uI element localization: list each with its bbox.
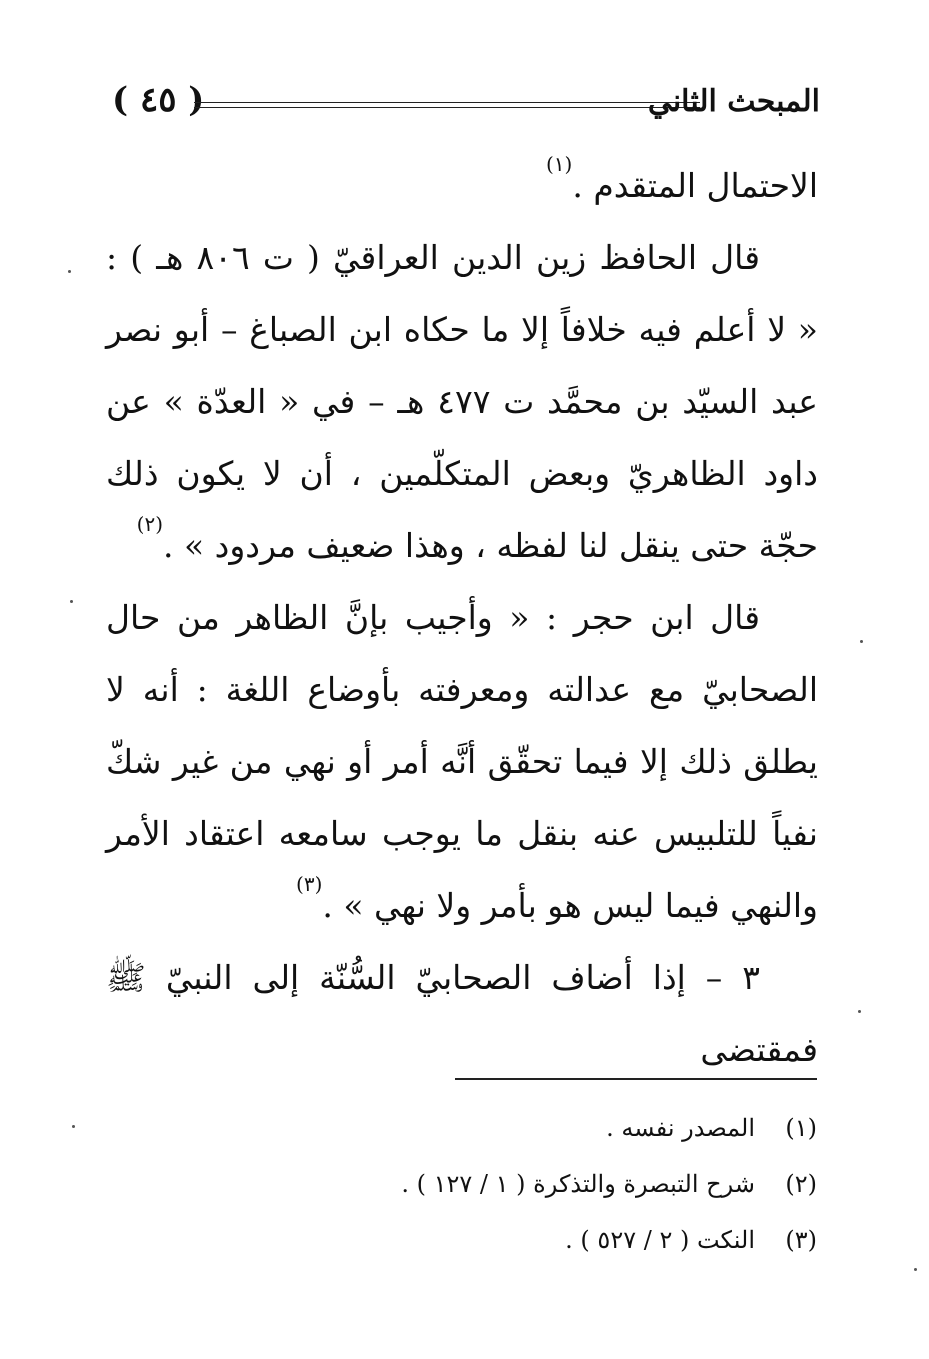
scan-speck	[70, 600, 73, 603]
paragraph-4: ٣ – إذا أضاف الصحابيّ السُّنّة إلى النبيّ ﷺ فمقتضى	[106, 958, 818, 1069]
scan-speck	[72, 1125, 75, 1128]
scan-speck	[858, 1010, 861, 1013]
footnote-1	[217, 1100, 817, 1156]
header-rule	[194, 102, 700, 103]
footnote-text: شرح التبصرة والتذكرة ( ١ / ١٢٧ ) .	[401, 1170, 755, 1198]
footnote-ref-2: (٢)	[136, 512, 163, 536]
footnote-3	[217, 1212, 817, 1268]
scan-speck	[914, 1268, 917, 1271]
footnote-text: المصدر نفسه .	[606, 1114, 755, 1142]
scan-speck	[860, 640, 863, 643]
page-number: ( ٤٥ )	[112, 80, 205, 120]
paragraph-3: قال ابن حجر : « وأجيب بإنَّ الظاهر من حال الصحابيّ مع عدالته ومعرفته بأوضاع اللغة : أنه لا يطلق ذلك إلا فيما تحقّق أنَّه أمر أو نهي من غير شكّ نفياً للتلبيس عنه بنقل ما يوجب سامعه اعتقاد الأمر والنهي فيما ليس هو بأمر ولا نهي » .$^{(٣)}$	[106, 598, 818, 925]
footnote-ref-1: (١)	[545, 152, 573, 176]
paragraph-1: الاحتمال المتقدم .$^{(١)}$	[545, 152, 818, 205]
header-rule-double	[194, 107, 700, 108]
scan-speck	[68, 270, 71, 273]
footnote-number: (٢)	[785, 1170, 817, 1198]
main-text	[106, 150, 818, 1086]
page-header	[112, 78, 820, 128]
footnotes	[217, 1100, 817, 1268]
footnote-number: (٣)	[785, 1226, 817, 1254]
paragraph-2: قال الحافظ زين الدين العراقيّ ( ت ٨٠٦ هـ ) : « لا أعلم فيه خلافاً إلا ما حكاه ابن الصباغ – أبو نصر عبد السيّد بن محمَّد ت ٤٧٧ هـ – في « العدّة » عن داود الظاهريّ وبعض المتكلّمين ، أن لا يكون ذلك حجّة حتى ينقل لنا لفظه ، وهذا ضعيف مردود » .$^{(٢)}$	[106, 238, 818, 565]
section-title: المبحث الثاني	[647, 84, 820, 119]
footnote-text: النكت ( ٢ / ٥٢٧ ) .	[565, 1226, 755, 1254]
footnote-ref-3: (٣)	[296, 872, 323, 896]
footnote-number: (١)	[785, 1114, 817, 1142]
footnote-2	[217, 1156, 817, 1212]
footnote-separator	[455, 1078, 817, 1080]
